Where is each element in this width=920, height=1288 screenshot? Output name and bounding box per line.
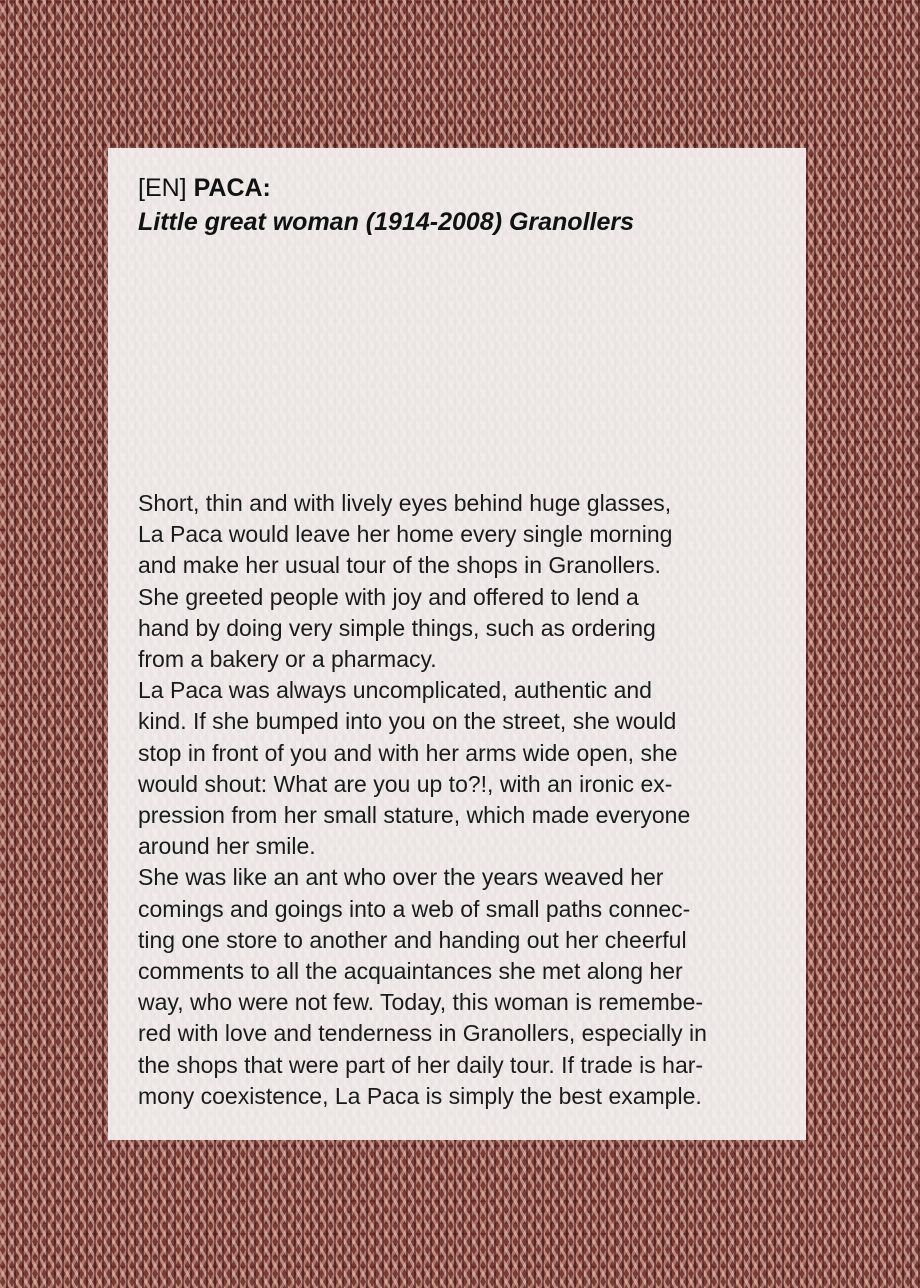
body-line: La Paca was always uncomplicated, authentic and — [138, 677, 652, 704]
body-line: comments to all the acquaintances she met along her — [138, 958, 683, 985]
body-line: way, who were not few. Today, this woman is remembe- — [138, 989, 704, 1016]
page-title — [138, 172, 271, 205]
body-line: comings and goings into a web of small paths connec- — [138, 895, 691, 922]
page-subtitle: Little great woman (1914-2008) Granollers — [138, 208, 635, 236]
body-line: She was like an ant who over the years weaved her — [138, 864, 664, 891]
body-line: from a bakery or a pharmacy. — [138, 646, 437, 673]
body-line: La Paca would leave her home every single morning — [138, 521, 673, 548]
body-line: would shout: What are you up to?!, with an ironic ex- — [138, 770, 673, 797]
language-tag: [EN] — [138, 174, 187, 202]
body-line: mony coexistence, La Paca is simply the best example. — [138, 1082, 702, 1109]
body-line: around her smile. — [138, 833, 316, 860]
body-line: pression from her small stature, which made everyone — [138, 802, 691, 829]
body-line: and make her usual tour of the shops in Granollers. — [138, 552, 661, 579]
body-paragraphs — [138, 488, 788, 1112]
body-line: kind. If she bumped into you on the street, she would — [138, 708, 677, 735]
body-line: ting one store to another and handing out her cheerful — [138, 926, 687, 953]
body-line: She greeted people with joy and offered to lend a — [138, 583, 639, 610]
body-line: the shops that were part of her daily tour. If trade is har- — [138, 1051, 704, 1078]
title-name: PACA: — [193, 174, 271, 202]
body-line: hand by doing very simple things, such as ordering — [138, 614, 656, 641]
body-line: Short, thin and with lively eyes behind huge glasses, — [138, 490, 672, 516]
body-line: stop in front of you and with her arms wide open, she — [138, 739, 678, 766]
body-line: red with love and tenderness in Granollers, especially in — [138, 1020, 707, 1047]
